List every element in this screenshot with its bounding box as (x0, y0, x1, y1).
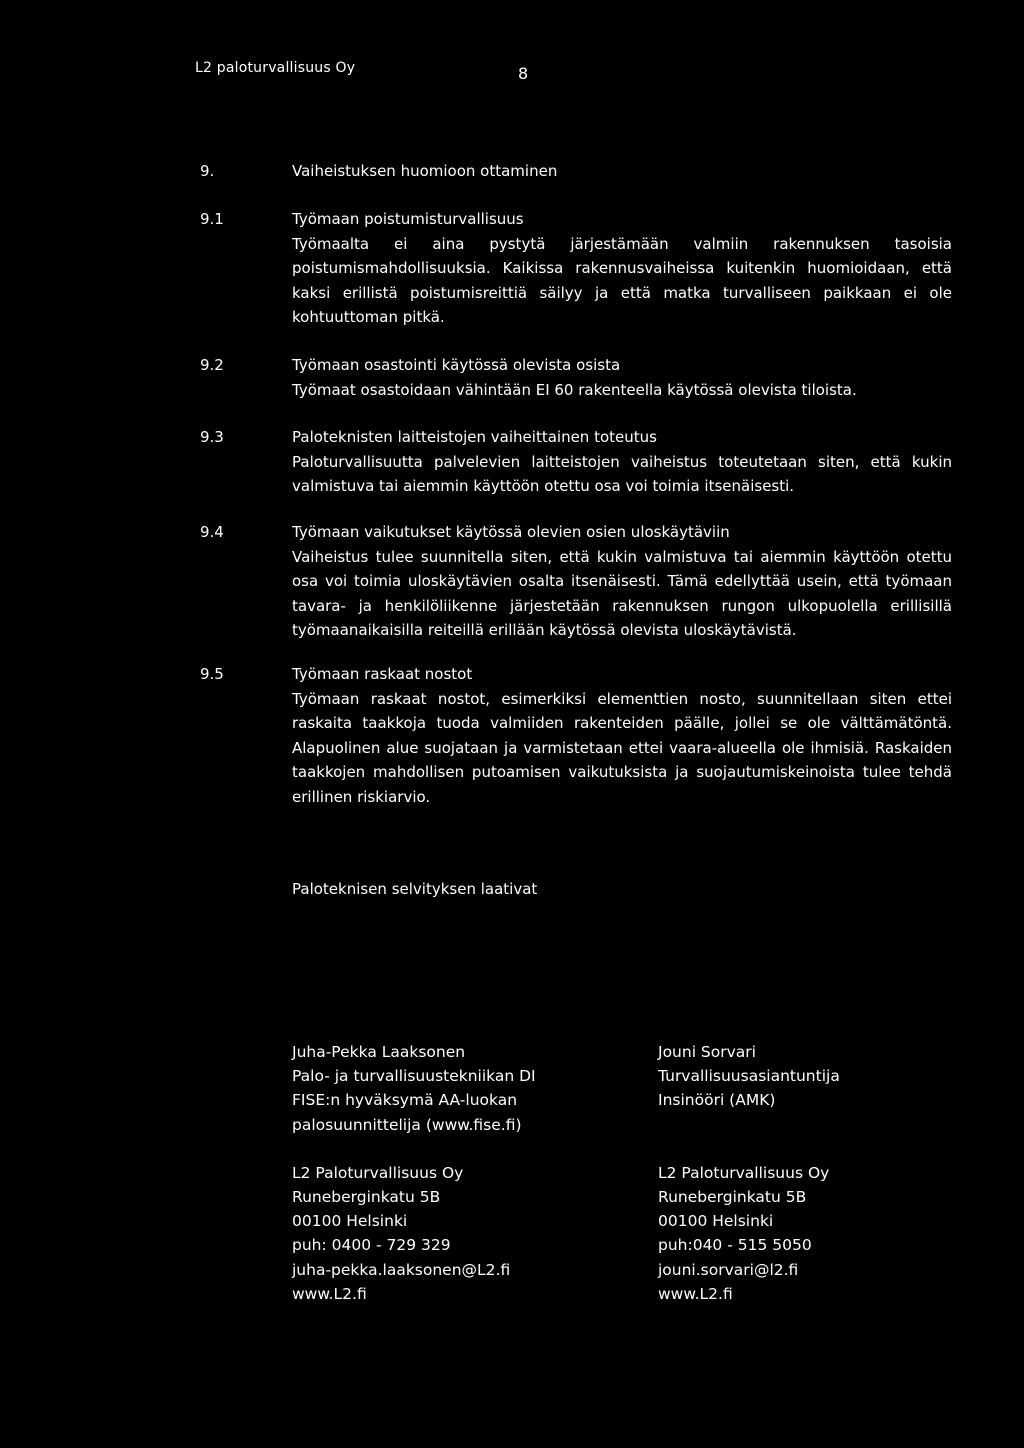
header-company-name: L2 paloturvallisuus Oy (195, 60, 356, 76)
signatory-phone: puh:040 - 515 5050 (658, 1236, 812, 1255)
subsection-heading: Työmaan osastointi käytössä olevista osista (292, 356, 621, 374)
section-number: 9. (200, 162, 215, 180)
signatory-email: juha-pekka.laaksonen@L2.fi (292, 1260, 511, 1279)
subsection-paragraph: Työmaat osastoidaan vähintään EI 60 rakenteella käytössä olevista tiloista. (292, 380, 857, 399)
subsection-heading: Työmaan vaikutukset käytössä olevien osien uloskäytäviin (292, 523, 730, 541)
subsection-9-3 (200, 425, 952, 499)
signatory-city: 00100 Helsinki (658, 1212, 774, 1231)
signatory-phone: puh: 0400 - 729 329 (292, 1236, 451, 1255)
authors-lead-text: Paloteknisen selvityksen laativat (292, 880, 538, 898)
subsection-9-5 (200, 662, 952, 809)
signatory-company: L2 Paloturvallisuus Oy (292, 1163, 464, 1182)
subsection-9-1 (200, 207, 952, 330)
signatory-website: www.L2.fi (292, 1284, 367, 1303)
signatory-street: Runeberginkatu 5B (658, 1188, 807, 1207)
subsection-number: 9.2 (200, 356, 224, 374)
subsection-paragraph: Vaiheistus tulee suunnitella siten, että kukin valmistuva tai aiemmin käyttöön otettu osa voi toimia uloskäytävien osalta itsenäisesti. Tämä edellyttää usein, että työmaan tavara- ja henkilöliikenne järjestetään rakennuksen rungon ulkopuolella erillisillä työmaanaikaisilla reiteillä erillään käytössä olevista uloskäytävistä. (292, 547, 952, 639)
subsection-number: 9.3 (200, 428, 224, 446)
page-number: 8 (518, 64, 529, 83)
signatory-title: Palo- ja turvallisuustekniikan DI (292, 1067, 536, 1086)
subsection-heading: Työmaan raskaat nostot (292, 665, 473, 683)
signatory-street: Runeberginkatu 5B (292, 1188, 441, 1207)
signatory-laaksonen (292, 1040, 536, 1306)
signatory-title: palosuunnittelija (www.fise.fi) (292, 1115, 522, 1134)
signatory-website: www.L2.fi (658, 1284, 733, 1303)
signatory-email: jouni.sorvari@l2.fi (658, 1260, 799, 1279)
subsection-number: 9.5 (200, 665, 224, 683)
signatory-sorvari (658, 1040, 840, 1306)
signatory-city: 00100 Helsinki (292, 1212, 408, 1231)
signatory-title: FISE:n hyväksymä AA-luokan (292, 1091, 518, 1110)
subsection-paragraph: Työmaan raskaat nostot, esimerkiksi elementtien nosto, suunnitellaan siten ettei raskaita taakkoja tuoda valmiiden rakenteiden päälle, jollei se ole välttämätöntä. Alapuolinen alue suojataan ja varmistetaan ettei vaara-alueella ole ihmisiä. Raskaiden taakkojen mahdollisen putoamisen vaikutuksista ja suojautumiskeinoista tulee tehdä erillinen riskiarvio. (292, 689, 952, 806)
subsection-paragraph: Työmaalta ei aina pystytä järjestämään valmiin rakennuksen tasoisia poistumismahdollisuuksia. Kaikissa rakennusvaiheissa kuitenkin huomioidaan, että kaksi erillistä poistumisreittiä säilyy ja että matka turvalliseen paikkaan ei ole kohtuuttoman pitkä. (292, 234, 952, 326)
subsection-9-2 (200, 353, 952, 402)
section-title: Vaiheistuksen huomioon ottaminen (292, 162, 558, 180)
subsection-9-4 (200, 520, 952, 643)
subsection-paragraph: Paloturvallisuutta palvelevien laitteistojen vaiheistus toteutetaan siten, että kukin valmistuva tai aiemmin käyttöön otettu osa voi toimia itsenäisesti. (292, 452, 952, 495)
signatory-title: Insinööri (AMK) (658, 1091, 776, 1110)
subsection-number: 9.1 (200, 210, 224, 228)
subsection-heading: Työmaan poistumisturvallisuus (292, 210, 524, 228)
signatory-name: Juha-Pekka Laaksonen (292, 1043, 466, 1061)
signatory-title: Turvallisuusasiantuntija (658, 1067, 840, 1086)
signatory-name: Jouni Sorvari (658, 1043, 756, 1061)
subsection-heading: Paloteknisten laitteistojen vaiheittainen toteutus (292, 428, 657, 446)
signatory-company: L2 Paloturvallisuus Oy (658, 1163, 830, 1182)
subsection-number: 9.4 (200, 523, 224, 541)
